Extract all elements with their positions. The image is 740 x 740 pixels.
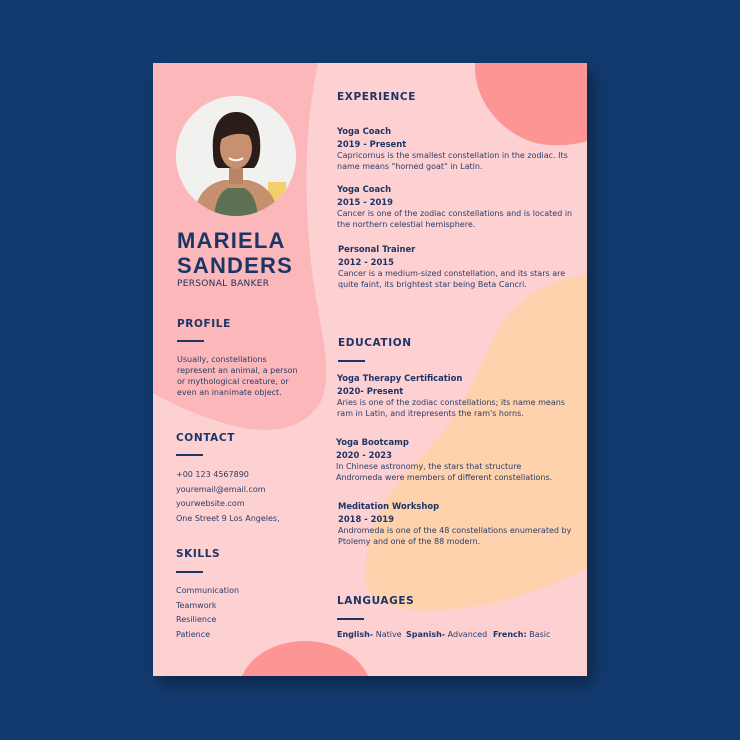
resume-page (153, 63, 587, 676)
experience-period: 2015 - 2019 (337, 197, 393, 207)
contact-divider (176, 454, 203, 456)
education-title: Yoga Bootcamp (336, 437, 409, 447)
experience-description: Capricornus is the smallest constellation in the zodiac. Its name means "horned goat" in Latin. (337, 151, 568, 171)
experience-title: Personal Trainer (338, 244, 416, 254)
candidate-name (177, 228, 293, 278)
first-name: MARIELA (177, 228, 286, 253)
languages-heading: LANGUAGES (337, 595, 415, 607)
last-name: SANDERS (177, 253, 293, 278)
street-address: One Street 9 Los Angeles, (176, 514, 280, 523)
language-item: English- Native (337, 630, 402, 639)
education-title: Meditation Workshop (338, 501, 440, 511)
email-address: youremail@email.com (176, 485, 266, 494)
education-period: 2020 - 2023 (336, 450, 392, 460)
profile-photo (176, 96, 296, 216)
skills-divider (176, 571, 203, 573)
job-title: PERSONAL BANKER (177, 279, 270, 289)
education-divider (338, 360, 365, 362)
experience-title: Yoga Coach (337, 126, 392, 136)
profile-text: Usually, constellations represent an animal, a person or mythological creature, or even an inanimate object. (177, 355, 298, 397)
education-description: Andromeda is one of the 48 constellations enumerated by Ptolemy and one of the 88 modern. (338, 526, 572, 546)
skill-item: Communication (176, 586, 240, 595)
skill-item: Resilience (176, 615, 217, 624)
top-right-coral-circle (475, 63, 587, 145)
bottom-coral-circle (239, 641, 371, 676)
education-description: In Chinese astronomy, the stars that structure Andromeda were members of different constellations. (336, 462, 553, 482)
experience-period: 2019 - Present (337, 139, 407, 149)
experience-period: 2012 - 2015 (338, 257, 394, 267)
experience-heading: EXPERIENCE (337, 91, 416, 103)
profile-heading: PROFILE (177, 318, 231, 330)
education-title: Yoga Therapy Certification (337, 373, 463, 383)
person-portrait-icon (176, 96, 296, 216)
skill-item: Teamwork (176, 601, 217, 610)
experience-description: Cancer is a medium-sized constellation, and its stars are quite faint, its brightest star being Beta Cancri. (338, 269, 566, 289)
language-item: Spanish- Advanced (406, 630, 488, 639)
skill-item: Patience (176, 630, 211, 639)
profile-divider (177, 340, 204, 342)
education-heading: EDUCATION (338, 337, 412, 349)
experience-description: Cancer is one of the zodiac constellations and is located in the northern celestial hemisphere. (337, 209, 573, 229)
education-description: Aries is one of the zodiac constellations; its name means ram in Latin, and itrepresents the ram's horns. (337, 398, 565, 418)
phone-number: +00 123 4567890 (176, 470, 249, 479)
skills-heading: SKILLS (176, 548, 221, 560)
language-item: French: Basic (493, 630, 551, 639)
website: yourwebsite.com (176, 499, 245, 508)
education-period: 2020- Present (337, 386, 404, 396)
contact-heading: CONTACT (176, 432, 235, 444)
experience-title: Yoga Coach (337, 184, 392, 194)
languages-divider (337, 618, 364, 620)
education-period: 2018 - 2019 (338, 514, 394, 524)
